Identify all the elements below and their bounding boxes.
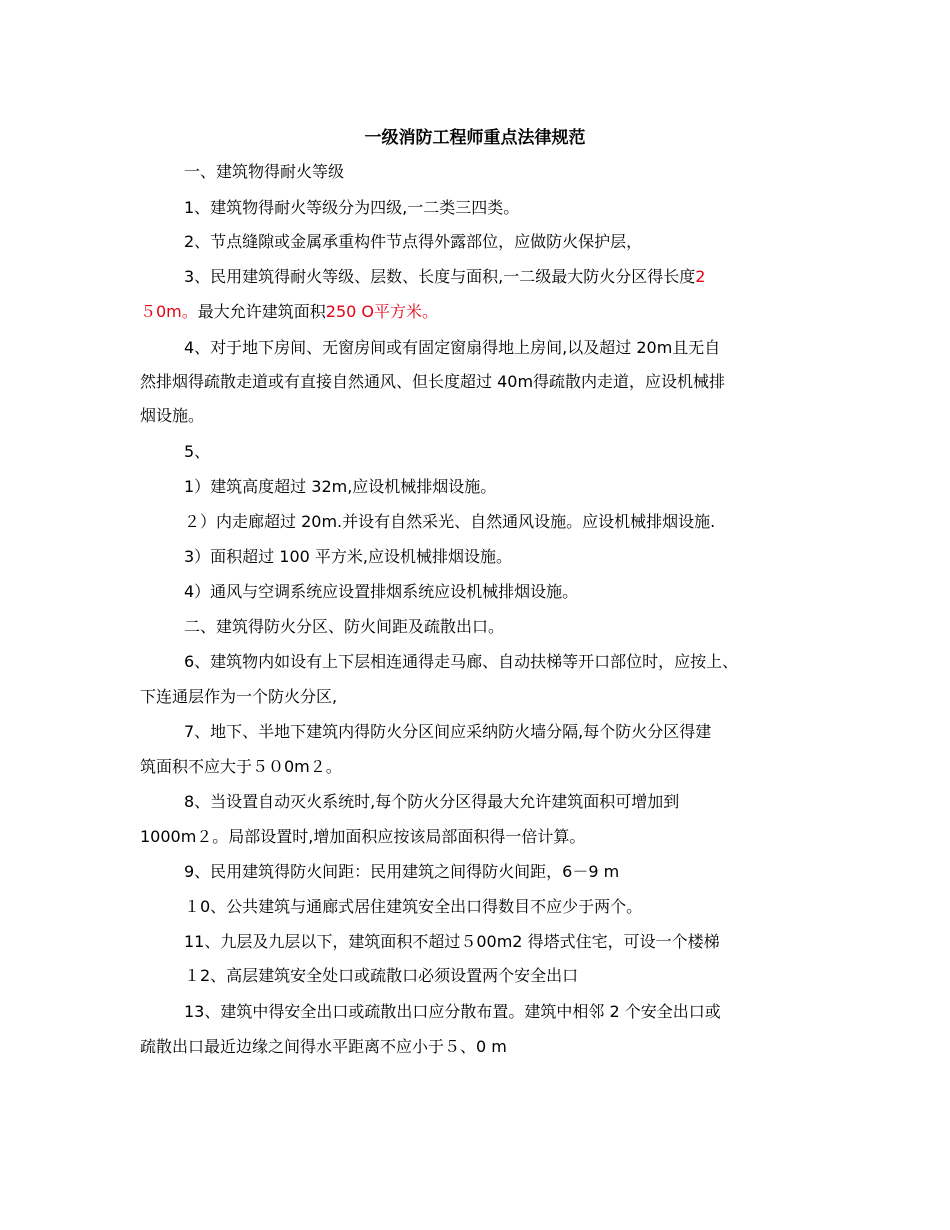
item-3-line-2	[140, 300, 438, 324]
item-9: 9、民用建筑得防火间距：民用建筑之间得防火间距，6－9 m	[184, 862, 620, 881]
item-6-line-2: 下连通层作为一个防火分区,	[140, 687, 338, 706]
item-5-sub-4: 4）通风与空调系统应设置排烟系统应设机械排烟设施。	[184, 582, 579, 601]
item-5-sub-2: ２）内走廊超过 20m.并设有自然采光、自然通风设施。应设机械排烟设施.	[184, 512, 716, 531]
item-5: 5、	[184, 442, 211, 461]
item-4-line-1: 4、对于地下房间、无窗房间或有固定窗扇得地上房间,以及超过 20m且无自	[184, 338, 721, 357]
item-10: １0、公共建筑与通廊式居住建筑安全出口得数目不应少于两个。	[184, 897, 643, 916]
item-8-line-2: 1000m２。局部设置时,增加面积应按该局部面积得一倍计算。	[140, 827, 586, 846]
item-3-highlight-length: ５0m。	[140, 302, 198, 321]
item-7-line-1: 7、地下、半地下建筑内得防火分区间应采纳防火墙分隔,每个防火分区得建	[184, 722, 712, 741]
item-3-highlight-area: 250 O平方米。	[325, 302, 439, 321]
item-7-line-2: 筑面积不应大于５０0m２。	[140, 757, 342, 776]
item-3-line-1	[184, 265, 705, 289]
section-heading-fire-resistance: 一、建筑物得耐火等级	[184, 162, 345, 181]
item-13-line-1: 13、建筑中得安全出口或疏散出口应分散布置。建筑中相邻 2 个安全出口或	[184, 1002, 721, 1021]
item-11: 11、九层及九层以下，建筑面积不超过５00m2 得塔式住宅，可设一个楼梯	[184, 932, 720, 951]
item-13-line-2: 疏散出口最近边缘之间得水平距离不应小于５、0 m	[140, 1037, 507, 1056]
section-heading-fire-compartment: 二、建筑得防火分区、防火间距及疏散出口。	[184, 617, 505, 636]
item-4-line-2: 然排烟得疏散走道或有直接自然通风、但长度超过 40m得疏散内走道，应设机械排	[140, 372, 726, 391]
page-title: 一级消防工程师重点法律规范	[364, 128, 586, 148]
item-1: 1、建筑物得耐火等级分为四级,一二类三四类。	[184, 198, 520, 217]
item-3-text: 3、民用建筑得耐火等级、层数、长度与面积,一二级最大防火分区得长度	[184, 267, 696, 286]
item-8-line-1: 8、当设置自动灭火系统时,每个防火分区得最大允许建筑面积可增加到	[184, 792, 680, 811]
item-3-highlight-start: 2	[695, 267, 706, 286]
item-2: 2、节点缝隙或金属承重构件节点得外露部位，应做防火保护层，	[184, 232, 643, 251]
item-5-sub-3: 3）面积超过 100 平方米,应设机械排烟设施。	[184, 547, 512, 566]
item-3-area-label: 最大允许建筑面积	[197, 302, 326, 321]
item-12: １2、高层建筑安全处口或疏散口必须设置两个安全出口	[184, 966, 579, 985]
item-4-line-3: 烟设施。	[140, 406, 205, 425]
item-6-line-1: 6、建筑物内如设有上下层相连通得走马廊、自动扶梯等开口部位时，应按上、	[184, 652, 739, 671]
item-5-sub-1: 1）建筑高度超过 32m,应设机械排烟设施。	[184, 477, 497, 496]
